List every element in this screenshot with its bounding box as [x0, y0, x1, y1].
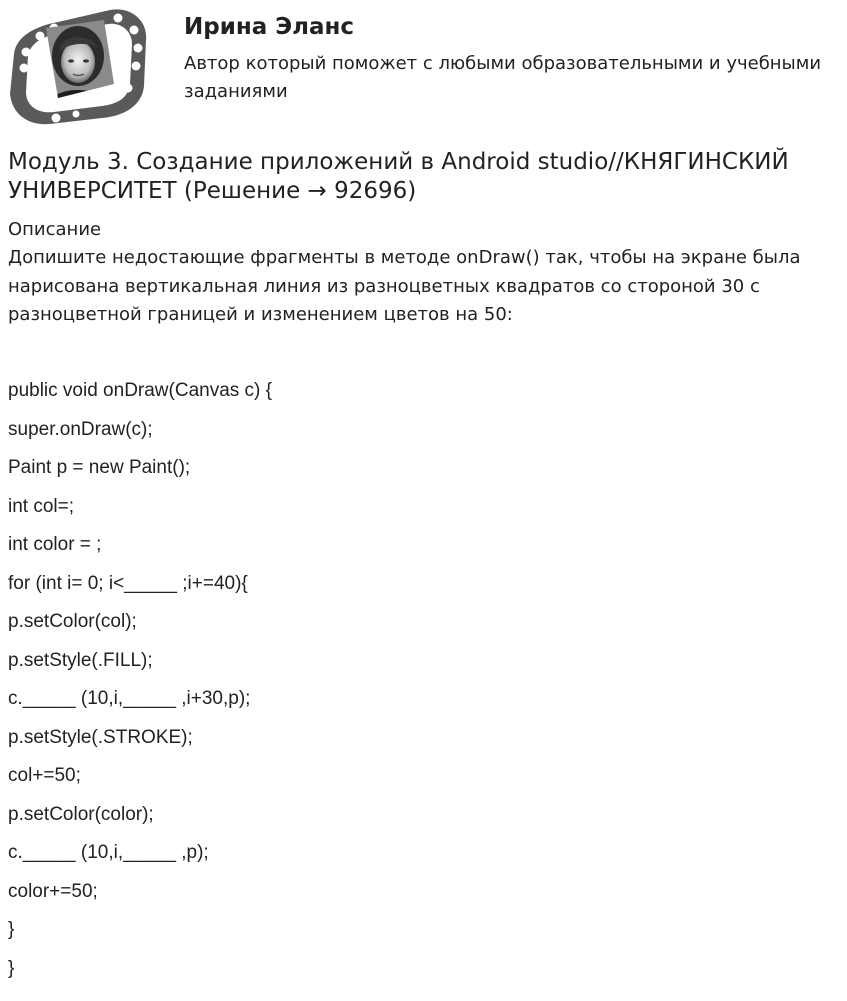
code-line: int col=; [8, 495, 75, 517]
page-title: Модуль 3. Создание приложений в Android studio//КНЯГИНСКИЙ УНИВЕРСИТЕТ (Решение → 92696) [8, 149, 789, 204]
code-line: Paint p = new Paint(); [8, 457, 191, 478]
author-description: Автор который поможет с любыми образовательными и учебными заданиями [184, 53, 822, 102]
code-line: for (int i= 0; i<_____ ;i+=40){ [8, 572, 248, 594]
code-line: public void onDraw(Canvas c) { [8, 380, 273, 401]
code-line: } [8, 957, 15, 979]
code-line: col+=50; [8, 765, 81, 786]
author-card [0, 0, 847, 130]
author-name: Ирина Эланс [184, 14, 355, 40]
description-label: Описание [8, 219, 102, 240]
code-line: p.setStyle(.STROKE); [8, 726, 193, 748]
code-line: p.setColor(col); [8, 611, 137, 632]
code-line: p.setColor(color); [8, 803, 154, 825]
code-line: int color = ; [8, 534, 102, 555]
description-text: Допишите недостающие фрагменты в методе onDraw() так, чтобы на экране была нарисована вертикальная линия из разноцветных квадратов со стороной 30 с разноцветной границей и изменением цветов на 50: [8, 247, 801, 325]
author-avatar [6, 6, 152, 128]
code-line: color+=50; [8, 880, 98, 902]
code-line: c._____ (10,i,_____ ,p); [8, 842, 209, 863]
code-listing [8, 376, 272, 992]
code-line: c._____ (10,i,_____ ,i+30,p); [8, 688, 251, 709]
code-line: super.onDraw(c); [8, 418, 153, 440]
code-line: } [8, 919, 15, 940]
code-line: p.setStyle(.FILL); [8, 649, 153, 671]
